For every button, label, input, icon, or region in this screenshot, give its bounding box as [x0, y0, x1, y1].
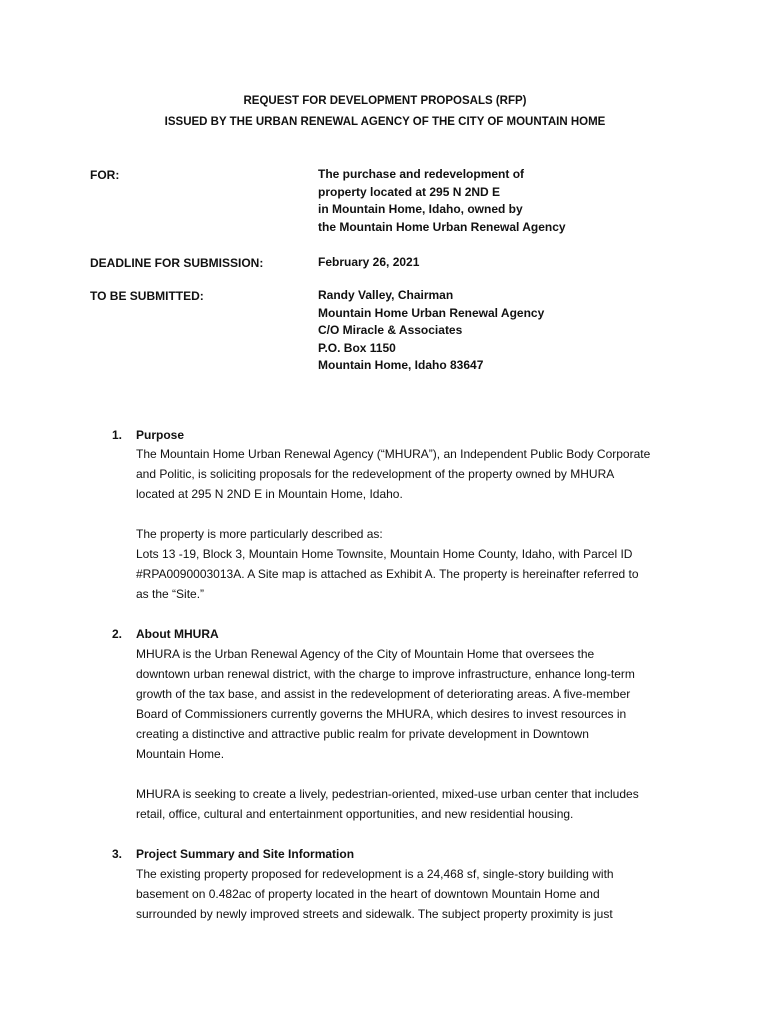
paragraph-line: as the “Site.” [136, 587, 205, 601]
submit-label: TO BE SUBMITTED: [90, 289, 204, 303]
for-line: in Mountain Home, Idaho, owned by [318, 202, 523, 216]
paragraph-line: MHURA is seeking to create a lively, pedestrian-oriented, mixed-use urban center that includes [136, 787, 639, 801]
document-title: REQUEST FOR DEVELOPMENT PROPOSALS (RFP) [243, 95, 527, 107]
for-value [318, 166, 566, 236]
paragraph-line: Lots 13 -19, Block 3, Mountain Home Townsite, Mountain Home County, Idaho, with Parcel ID [136, 547, 633, 561]
for-line: the Mountain Home Urban Renewal Agency [318, 219, 566, 234]
paragraph [136, 644, 666, 764]
paragraph-line: basement on 0.482ac of property located in the heart of downtown Mountain Home and [136, 887, 600, 901]
address-line: C/O Miracle & Associates [318, 323, 463, 337]
paragraph [136, 524, 666, 604]
paragraph-line: growth of the tax base, and assist in the redevelopment of deteriorating areas. A five-member [136, 687, 631, 701]
deadline-value: February 26, 2021 [318, 255, 420, 269]
section-title-about: About MHURA [136, 627, 219, 641]
paragraph-line: downtown urban renewal district, with the charge to improve infrastructure, enhance long-term [136, 667, 635, 681]
document-subtitle: ISSUED BY THE URBAN RENEWAL AGENCY OF THE CITY OF MOUNTAIN HOME [164, 116, 606, 128]
deadline-label: DEADLINE FOR SUBMISSION: [90, 256, 264, 270]
address-line: P.O. Box 1150 [318, 340, 396, 355]
section-number: 2. [112, 627, 123, 641]
paragraph [136, 864, 666, 924]
section-title-purpose: Purpose [136, 428, 185, 442]
paragraph-line: The existing property proposed for redevelopment is a 24,468 sf, single-story building with [136, 867, 614, 881]
paragraph-line: surrounded by newly improved streets and sidewalk. The subject property proximity is just [136, 907, 613, 921]
address-line: Mountain Home Urban Renewal Agency [318, 305, 545, 320]
paragraph-line: MHURA is the Urban Renewal Agency of the City of Mountain Home that oversees the [136, 647, 595, 661]
paragraph-line: Board of Commissioners currently governs the MHURA, which desires to invest resources in [136, 707, 627, 721]
address-line: Mountain Home, Idaho 83647 [318, 358, 484, 372]
paragraph-line: retail, office, cultural and entertainment opportunities, and new residential housing. [136, 807, 574, 821]
paragraph-line: The property is more particularly described as: [136, 527, 383, 541]
address-line: Randy Valley, Chairman [318, 288, 454, 302]
section-number: 1. [112, 428, 123, 442]
paragraph-line: #RPA0090003013A. A Site map is attached as Exhibit A. The property is hereinafter referred to [136, 567, 639, 581]
paragraph [136, 784, 666, 824]
submit-address [318, 287, 544, 375]
section-number: 3. [112, 847, 123, 861]
paragraph-line: located at 295 N 2ND E in Mountain Home, Idaho. [136, 487, 403, 501]
for-line: property located at 295 N 2ND E [318, 184, 501, 199]
for-label: FOR: [90, 168, 120, 182]
paragraph-line: and Politic, is soliciting proposals for the redevelopment of the property owned by MHURA [136, 467, 615, 481]
paragraph-line: creating a distinctive and attractive public realm for private development in Downtown [136, 727, 589, 741]
paragraph [136, 444, 666, 504]
paragraph-line: Mountain Home. [136, 747, 225, 761]
for-line: The purchase and redevelopment of [318, 167, 525, 181]
section-title-summary: Project Summary and Site Information [136, 847, 355, 861]
paragraph-line: The Mountain Home Urban Renewal Agency (“MHURA”), an Independent Public Body Corporate [136, 447, 651, 461]
